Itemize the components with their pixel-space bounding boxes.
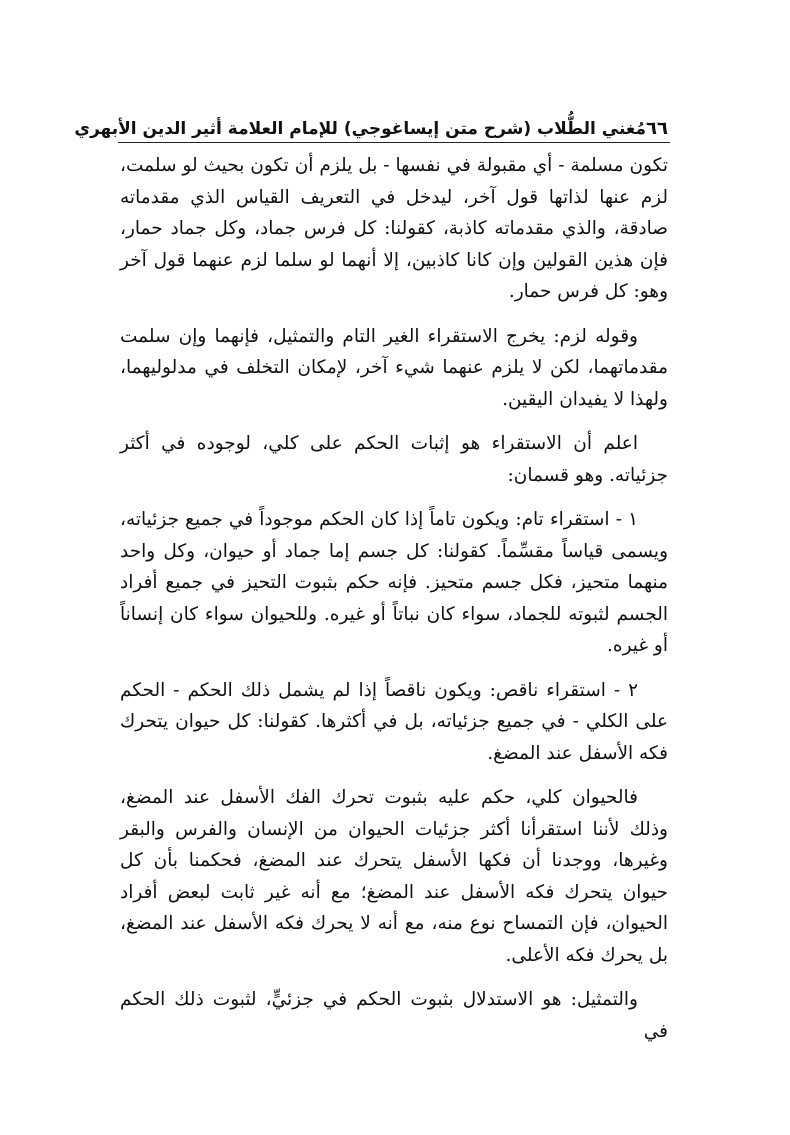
paragraph: اعلم أن الاستقراء هو إثبات الحكم على كلي، لوجوده في أكثر جزئياته. وهو قسمان: — [120, 433, 668, 486]
paragraph: ٢ - استقراء ناقص: ويكون ناقصاً إذا لم يشمل ذلك الحكم - الحكم على الكلي - في جميع جزئياته، بل في أكثرها. كقولنا: كل حيوان يتحرك فكه الأسفل عند المضغ. — [120, 679, 668, 764]
body-text — [120, 150, 668, 1060]
page-number: ٦٦ — [646, 118, 668, 139]
paragraph: ١ - استقراء تام: ويكون تاماً إذا كان الحكم موجوداً في جميع جزئياته، ويسمى قياساً مقسِّماً. كقولنا: كل جسم إما جماد أو حيوان، وكل واحد منهما متحيز، فكل جسم متحيز. فإنه حكم بثبوت التحيز في جميع أفراد الجسم لثبوته للجماد، سواء كان نباتاً أو غيره. وللحيوان سواء كان إنساناً أو غيره. — [120, 509, 668, 656]
book-title: مُغني الطُّلاب (شرح متن إيساغوجي) للإمام العلامة أثير الدين الأبهري — [74, 119, 647, 139]
running-header — [74, 104, 668, 140]
paragraph: والتمثيل: هو الاستدلال بثبوت الحكم في جزئيٍّ، لثبوت ذلك الحكم في — [120, 989, 668, 1042]
paragraph: تكون مسلمة - أي مقبولة في نفسها - بل يلزم أن تكون بحيث لو سلمت، لزم عنها لذاتها قول آخر، ليدخل في التعريف القياس الذي مقدماته صادقة، والذي مقدماته كاذبة، كقولنا: كل فرس جماد، وكل جماد حمار، فإن هذين القولين وإن كانا كاذبين، إلا أنهما لو سلما لزم عنهما قول آخر وهو: كل فرس حمار. — [120, 155, 668, 302]
header-divider — [118, 142, 670, 143]
paragraph: فالحيوان كلي، حكم عليه بثبوت تحرك الفك الأسفل عند المضغ، وذلك لأننا استقرأنا أكثر جزئيات الحيوان من الإنسان والفرس والبقر وغيرها، ووجدنا أن فكها الأسفل يتحرك عند المضغ، فحكمنا بأن كل حيوان يتحرك فكه الأسفل عند المضغ؛ مع أنه غير ثابت لبعض أفراد الحيوان، فإن التمساح نوع منه، مع أنه لا يحرك فكه الأسفل عند المضغ، بل يحرك فكه الأعلى. — [120, 787, 668, 966]
paragraph: وقوله لزم: يخرج الاستقراء الغير التام والتمثيل، فإنهما وإن سلمت مقدماتهما، لكن لا يلزم عنهما شيء آخر، لإمكان التخلف في مدلوليهما، ولهذا لا يفيدان اليقين. — [120, 325, 668, 410]
